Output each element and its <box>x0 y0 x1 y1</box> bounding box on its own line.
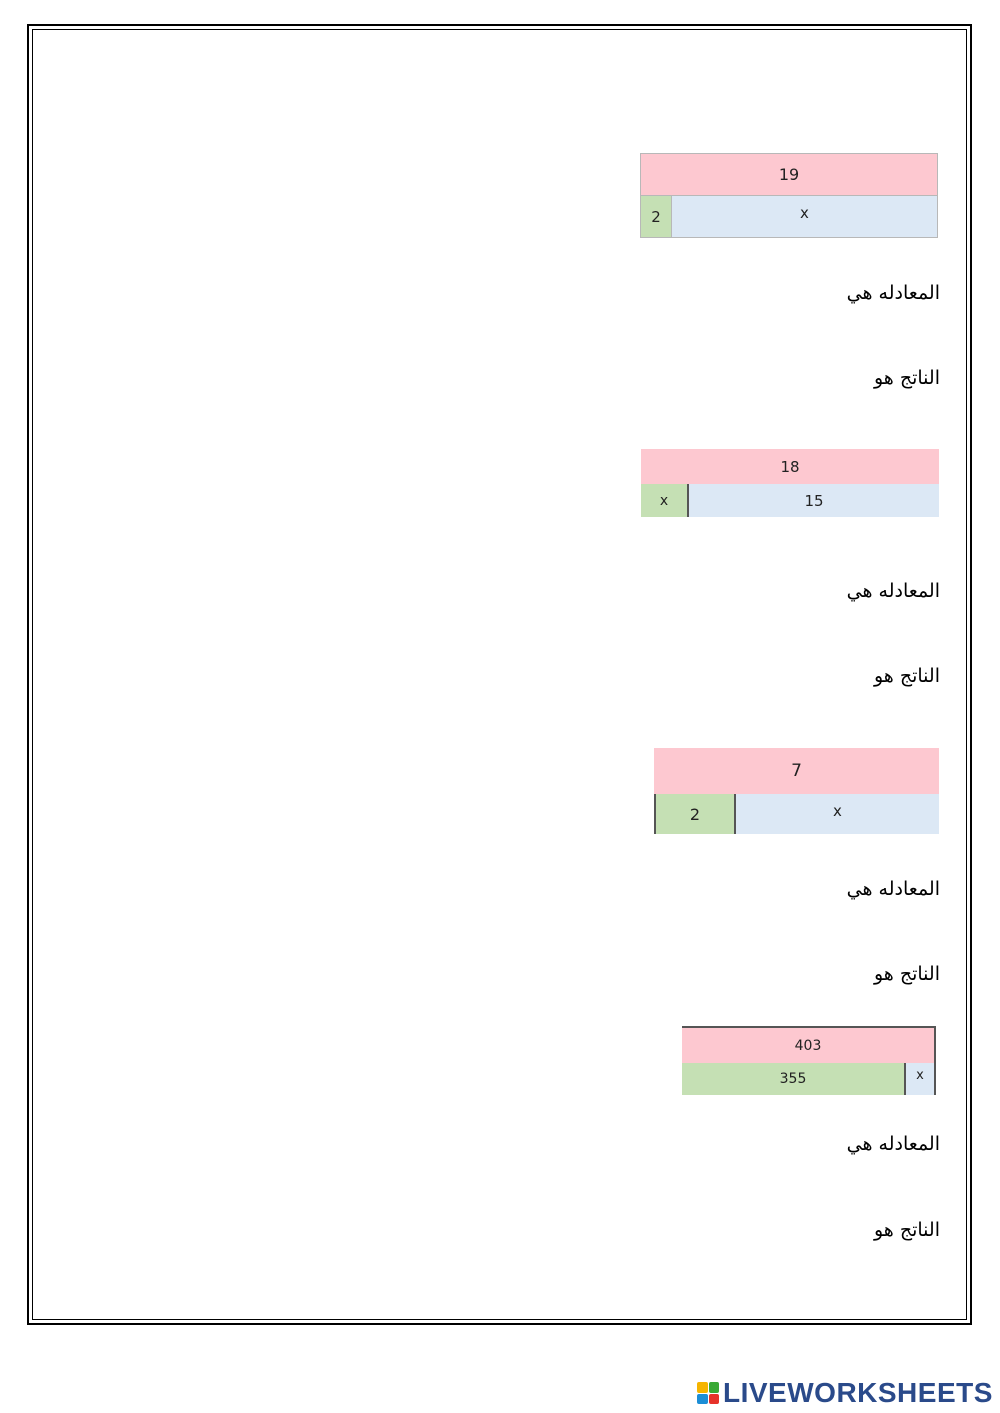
part-bar-blue: 15 <box>689 484 939 517</box>
result-prompt: الناتج هو <box>873 1219 940 1241</box>
bar-model-3 <box>654 748 939 834</box>
equation-prompt: المعادله هي <box>846 1133 940 1155</box>
equation-prompt: المعادله هي <box>846 580 940 602</box>
part-bar-green: x <box>641 484 689 517</box>
liveworksheets-logo[interactable] <box>697 1378 993 1408</box>
part-bar-green: 2 <box>641 196 672 237</box>
total-bar: 403 <box>682 1028 934 1063</box>
bar-model-2 <box>641 449 939 517</box>
part-bar-blue: x <box>672 196 937 237</box>
brand-name: LIVEWORKSHEETS <box>723 1377 993 1408</box>
part-bar-green: 2 <box>654 794 736 834</box>
total-bar: 19 <box>641 154 937 195</box>
bar-model-4 <box>682 1026 936 1095</box>
equation-prompt: المعادله هي <box>846 282 940 304</box>
result-prompt: الناتج هو <box>873 963 940 985</box>
equation-prompt: المعادله هي <box>846 878 940 900</box>
result-prompt: الناتج هو <box>873 665 940 687</box>
part-bar-blue: x <box>736 794 939 834</box>
result-prompt: الناتج هو <box>873 367 940 389</box>
liveworksheets-logo-icon <box>697 1382 719 1404</box>
bar-model-1 <box>640 153 938 238</box>
total-bar: 7 <box>654 748 939 794</box>
part-bar-green: 355 <box>682 1063 906 1095</box>
total-bar: 18 <box>641 449 939 484</box>
part-bar-blue: x <box>906 1063 934 1095</box>
